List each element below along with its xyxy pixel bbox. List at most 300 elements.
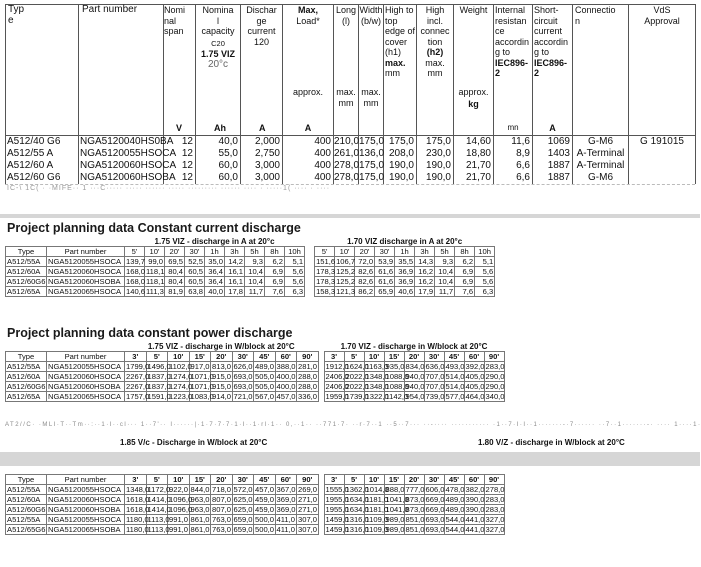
cell-left: 1591,0 bbox=[147, 392, 171, 401]
header-duration: 45' bbox=[254, 352, 276, 362]
header-duration: 5h bbox=[245, 247, 265, 257]
cell-left: 500,0 bbox=[255, 515, 275, 524]
row-part-number: NGA5120065HSOCA bbox=[47, 392, 125, 402]
header-duration: 5' bbox=[125, 247, 145, 257]
header-duration: 8h bbox=[455, 247, 475, 257]
cell-left: 1113,0 bbox=[147, 525, 170, 534]
header-duration: 3' bbox=[125, 352, 147, 362]
spec-part-number: NGA5120060HSOBA bbox=[80, 172, 176, 183]
spec-width: 136,0 bbox=[359, 148, 385, 159]
header-duration: 5' bbox=[344, 475, 364, 485]
spec-max-load: 400 bbox=[283, 160, 334, 172]
cell-right: 392,0 bbox=[465, 362, 485, 371]
header-duration: 30' bbox=[424, 475, 444, 485]
cell-right: 14,3 bbox=[415, 257, 435, 267]
row-type: A512/55A bbox=[6, 362, 47, 372]
table-row bbox=[6, 267, 495, 277]
cell-right: 2022,0 bbox=[345, 382, 369, 391]
cell-left: 288,0 bbox=[298, 382, 318, 391]
spec-length: 210,0 bbox=[334, 136, 360, 147]
cell-left: 457,0 bbox=[255, 485, 275, 494]
cell-left: 1757,0 bbox=[126, 392, 150, 401]
cell-right: 40,6 bbox=[395, 287, 415, 297]
row-type: A512/65G6 bbox=[7, 525, 46, 534]
cell-right: 178,3 bbox=[316, 267, 336, 276]
spec-header-row bbox=[6, 5, 696, 136]
row-part-number: NGA5120055HSOCA bbox=[47, 485, 125, 495]
cell-right: 5,1 bbox=[475, 257, 495, 267]
cell-right: 707,0 bbox=[425, 372, 445, 381]
header-duration: 10' bbox=[168, 475, 190, 485]
col-short-circuit: Short- circuit current accordin g to IEC896-2 A bbox=[533, 5, 573, 136]
header-duration: 15' bbox=[189, 352, 211, 362]
spec-height-top: 175,0 bbox=[384, 136, 417, 149]
header-duration: 45' bbox=[254, 475, 276, 485]
cell-right: 327,0 bbox=[485, 515, 505, 524]
cell-left: 388,0 bbox=[276, 362, 296, 371]
header-duration: 30' bbox=[232, 475, 254, 485]
header-row bbox=[6, 247, 495, 257]
cell-left: 10,4 bbox=[245, 277, 265, 287]
spec-max-load: 400 bbox=[283, 172, 334, 184]
spec-row bbox=[6, 172, 696, 184]
header-duration: 10h bbox=[285, 247, 305, 257]
spec-weight: 18,80 bbox=[454, 148, 494, 160]
cell-right: 1634,0 bbox=[345, 495, 369, 504]
spec-connection: A-Terminal bbox=[573, 160, 629, 172]
col-height-incl: High incl. connec tion (h2) max. mm bbox=[417, 5, 454, 136]
row-part-number: NGA5120065HSOCA bbox=[47, 287, 125, 297]
cell-right: 514,0 bbox=[445, 372, 465, 381]
cell-left: 7,6 bbox=[265, 287, 285, 297]
spec-connection: G-M6 bbox=[573, 172, 629, 184]
row-part-number: NGA5120060HSOCA bbox=[47, 495, 125, 505]
cell-right: 35,5 bbox=[395, 257, 415, 267]
cell-left: 400,0 bbox=[276, 382, 296, 391]
spec-voltage: 12 bbox=[164, 160, 196, 172]
row-part-number: NGA5120065HSOBA bbox=[47, 525, 125, 535]
row-part-number: NGA5120060HSOCA bbox=[47, 267, 125, 277]
cell-right: 405,0 bbox=[465, 372, 485, 381]
table-row bbox=[6, 392, 505, 402]
spec-short-circuit: 1069 bbox=[533, 136, 573, 149]
cell-left: 1113,0 bbox=[147, 515, 170, 524]
cell-right: 6,2 bbox=[455, 257, 475, 267]
spec-weight: 21,70 bbox=[454, 172, 494, 184]
header-duration: 10' bbox=[364, 475, 384, 485]
cell-left: 625,0 bbox=[233, 505, 253, 514]
spec-row bbox=[6, 136, 696, 149]
row-type: A512/60G6 bbox=[7, 382, 46, 391]
cell-left: 168,0 bbox=[126, 277, 146, 286]
cell-right: 1459,0 bbox=[325, 515, 349, 524]
cell-right: 1322,0 bbox=[365, 392, 389, 401]
col-width: Width (b/w) max. mm bbox=[359, 5, 384, 136]
spec-vds: G 191015 bbox=[629, 136, 696, 149]
cell-right: 290,0 bbox=[485, 382, 505, 391]
cell-right: 693,0 bbox=[425, 515, 445, 524]
cell-right: 873,0 bbox=[405, 505, 425, 514]
cell-left: 118,1 bbox=[146, 277, 165, 286]
cell-right: 36,9 bbox=[395, 267, 415, 277]
cell-left: 1618,0 bbox=[126, 495, 150, 504]
cell-left: 1223,0 bbox=[169, 392, 193, 401]
cell-left: 1180,0 bbox=[126, 525, 149, 534]
cell-left: 10,4 bbox=[245, 267, 265, 277]
header-duration: 5' bbox=[146, 352, 168, 362]
spec-width: 175,0 bbox=[359, 136, 385, 147]
cell-left: 1102,0 bbox=[169, 362, 192, 371]
cell-left: 36,4 bbox=[205, 267, 225, 277]
table-row bbox=[6, 287, 495, 297]
cell-right: 514,0 bbox=[445, 382, 465, 391]
spec-width: 175,0 bbox=[359, 172, 385, 183]
cell-left: 168,0 bbox=[126, 267, 146, 276]
header-duration: 45' bbox=[444, 475, 464, 485]
spec-vds bbox=[629, 160, 696, 172]
header-duration: 3' bbox=[125, 475, 147, 485]
cell-right: 2406,0 bbox=[325, 372, 349, 381]
table-row bbox=[6, 362, 505, 372]
spec-vds bbox=[629, 148, 696, 160]
cell-left: 625,0 bbox=[233, 495, 253, 504]
cell-left: 861,0 bbox=[190, 525, 210, 534]
header-duration: 10' bbox=[335, 247, 355, 257]
cell-left: 1618,0 bbox=[126, 505, 150, 514]
cell-left: 861,0 bbox=[190, 515, 210, 524]
separator-band bbox=[0, 214, 700, 218]
cell-right: 669,0 bbox=[425, 495, 445, 504]
spec-vds bbox=[629, 172, 696, 184]
header-duration: 3' bbox=[324, 475, 344, 485]
spec-length: 278,0 bbox=[334, 172, 360, 183]
cell-left: 367,0 bbox=[276, 485, 296, 494]
current-table bbox=[5, 237, 495, 297]
cell-right: 441,0 bbox=[465, 515, 485, 524]
table-row bbox=[6, 382, 505, 392]
cell-left: 763,0 bbox=[212, 515, 232, 524]
cell-right: 777,0 bbox=[405, 485, 425, 494]
cell-right: 86,2 bbox=[355, 287, 375, 297]
cell-right: 125,2 bbox=[336, 267, 356, 276]
row-type: A512/55A bbox=[6, 257, 47, 267]
cell-left: 693,0 bbox=[233, 372, 253, 381]
spec-voltage: 12 bbox=[164, 136, 196, 149]
cell-right: 1041,0 bbox=[385, 505, 409, 514]
cell-left: 9,3 bbox=[245, 257, 265, 267]
spec-discharge-current: 2,000 bbox=[241, 136, 283, 149]
cell-right: 888,0 bbox=[385, 485, 405, 494]
header-duration: 5h bbox=[435, 247, 455, 257]
cell-left: 5,6 bbox=[285, 267, 305, 277]
cell-left: 500,0 bbox=[255, 525, 275, 534]
cell-right: 9,3 bbox=[435, 257, 455, 267]
cell-left: 457,0 bbox=[276, 392, 296, 401]
header-duration: 20' bbox=[165, 247, 185, 257]
cell-left: 80,4 bbox=[165, 267, 185, 277]
cell-left: 1496,0 bbox=[147, 362, 171, 371]
row-type: A512/55A bbox=[6, 485, 47, 495]
cell-right: 834,0 bbox=[405, 362, 425, 371]
spec-height-incl: 190,0 bbox=[417, 160, 454, 172]
cell-right: 17,9 bbox=[415, 287, 435, 297]
cell-right: 10,4 bbox=[435, 277, 455, 287]
caption-row bbox=[6, 342, 505, 352]
cell-left: 1172,0 bbox=[147, 485, 171, 494]
spec-weight: 14,60 bbox=[454, 136, 494, 149]
row-part-number: NGA5120060HSOBA bbox=[47, 277, 125, 287]
cell-right: 283,0 bbox=[485, 495, 505, 504]
cell-left: 1180,0 bbox=[126, 515, 149, 524]
spec-connection: A-Terminal bbox=[573, 148, 629, 160]
cell-left: 659,0 bbox=[233, 525, 253, 534]
power-section-title: Project planning data constant power discharge bbox=[7, 326, 293, 340]
header-duration: 10' bbox=[168, 352, 190, 362]
cell-right: 2022,0 bbox=[345, 372, 369, 381]
cell-left: 14,2 bbox=[225, 257, 245, 267]
row-type: A512/55A bbox=[6, 515, 47, 525]
header-duration: 90' bbox=[297, 352, 319, 362]
cell-right: 1316,0 bbox=[345, 525, 369, 534]
cell-left: 369,0 bbox=[276, 505, 296, 514]
cell-right: 125,2 bbox=[336, 277, 356, 286]
cell-left: 459,0 bbox=[255, 505, 275, 514]
cell-right: 636,0 bbox=[425, 362, 445, 371]
header-type: Type bbox=[6, 475, 47, 485]
cell-right: 1959,0 bbox=[325, 392, 349, 401]
header-duration: 30' bbox=[375, 247, 395, 257]
spec-voltage: 12 bbox=[164, 148, 196, 160]
cell-right: 278,0 bbox=[485, 485, 505, 494]
header-type: Type bbox=[6, 352, 47, 362]
cell-right: 158,3 bbox=[316, 287, 336, 296]
cell-right: 493,0 bbox=[445, 362, 465, 371]
cell-right: 1163,0 bbox=[365, 362, 389, 371]
cell-right: 940,0 bbox=[405, 372, 425, 381]
cell-left: 271,0 bbox=[298, 495, 318, 504]
spec-row bbox=[6, 148, 696, 160]
col-type: Typ e bbox=[6, 5, 79, 136]
cell-left: 1837,0 bbox=[147, 372, 171, 381]
row-type: A512/65A bbox=[6, 392, 47, 402]
cell-right: 36,9 bbox=[395, 277, 415, 287]
cell-right: 390,0 bbox=[465, 495, 485, 504]
cell-right: 1181,0 bbox=[365, 505, 389, 514]
cell-right: 5,6 bbox=[475, 277, 495, 287]
cell-left: 35,0 bbox=[205, 257, 225, 267]
cell-left: 307,0 bbox=[298, 525, 318, 534]
header-part: Part number bbox=[47, 475, 125, 485]
cell-right: 1041,0 bbox=[385, 495, 409, 504]
cell-left: 915,0 bbox=[212, 382, 232, 391]
cell-left: 400,0 bbox=[276, 372, 296, 381]
spec-internal-resistance: 11,6 bbox=[494, 136, 533, 149]
header-duration: 15' bbox=[384, 352, 404, 362]
cell-right: 707,0 bbox=[425, 382, 445, 391]
cell-left: 411,0 bbox=[276, 525, 295, 534]
cell-right: 1014,0 bbox=[365, 485, 389, 494]
header-duration: 3h bbox=[225, 247, 245, 257]
cell-left: 6,2 bbox=[265, 257, 285, 267]
cell-right: 11,7 bbox=[435, 287, 455, 297]
header-part: Part number bbox=[47, 247, 125, 257]
cell-right: 989,0 bbox=[385, 515, 405, 524]
spec-capacity: 60,0 bbox=[196, 172, 241, 184]
cell-right: 851,0 bbox=[405, 525, 425, 534]
cell-right: 106,7 bbox=[336, 257, 356, 266]
col-length: Long (l) max. mm bbox=[334, 5, 359, 136]
cell-right: 606,0 bbox=[425, 485, 445, 494]
cell-left: 914,0 bbox=[212, 392, 232, 401]
cell-right: 1459,0 bbox=[325, 525, 349, 534]
table-row bbox=[6, 515, 505, 525]
cell-right: 1955,0 bbox=[325, 495, 349, 504]
cell-right: 1912,0 bbox=[325, 362, 349, 371]
cell-right: 340,0 bbox=[485, 392, 505, 401]
cell-left: 1414,0 bbox=[147, 505, 171, 514]
cell-left: 40,0 bbox=[205, 287, 225, 297]
cell-left: 6,9 bbox=[265, 277, 285, 287]
cell-right: 5,6 bbox=[475, 267, 495, 277]
cell-left: 307,0 bbox=[298, 515, 318, 524]
cell-left: 139,7 bbox=[126, 257, 146, 266]
col-vds-approval: VdS Approval bbox=[629, 5, 696, 136]
cell-right: 290,0 bbox=[485, 372, 505, 381]
spec-internal-resistance: 6,6 bbox=[494, 172, 533, 184]
cell-left: 1414,0 bbox=[147, 495, 171, 504]
cell-left: 1274,0 bbox=[169, 382, 193, 391]
cell-right: 464,0 bbox=[465, 392, 485, 401]
cell-left: 111,3 bbox=[146, 287, 164, 296]
row-part-number: NGA5120060HSOBA bbox=[47, 505, 125, 515]
col-connection: Connectio n bbox=[573, 5, 629, 136]
power-table bbox=[5, 342, 505, 402]
spec-weight: 21,70 bbox=[454, 160, 494, 172]
cell-right: 382,0 bbox=[465, 485, 485, 494]
cell-left: 459,0 bbox=[255, 495, 275, 504]
spec-type: A512/60 A bbox=[6, 160, 79, 172]
cell-right: 283,0 bbox=[485, 505, 505, 514]
caption-left: 1.75 VIZ - discharge in W/block at 20°C bbox=[147, 342, 295, 351]
cell-right: 1348,0 bbox=[365, 382, 389, 391]
cell-right: 544,0 bbox=[445, 515, 465, 524]
cell-right: 1955,0 bbox=[325, 505, 349, 514]
cell-left: 1799,0 bbox=[126, 362, 150, 371]
cell-right: 82,6 bbox=[355, 267, 375, 277]
cell-left: 915,0 bbox=[212, 372, 232, 381]
cell-left: 844,0 bbox=[190, 485, 210, 494]
cell-left: 99,0 bbox=[145, 257, 165, 267]
cell-left: 2267,0 bbox=[126, 372, 150, 381]
caption-right: 1.70 VIZ discharge in A at 20°c bbox=[347, 237, 463, 246]
cell-right: 72,0 bbox=[355, 257, 375, 267]
header-duration: 30' bbox=[185, 247, 205, 257]
col-part-number: Part number bbox=[79, 5, 164, 136]
row-part-number: NGA5120060HSOBA bbox=[47, 382, 125, 392]
cell-left: 991,0 bbox=[169, 525, 189, 534]
cell-left: 963,0 bbox=[190, 495, 210, 504]
cell-right: 851,0 bbox=[405, 515, 425, 524]
table-row bbox=[6, 277, 495, 287]
row-type: A512/65A bbox=[6, 287, 47, 297]
cell-left: 659,0 bbox=[233, 515, 253, 524]
cell-right: 53,9 bbox=[375, 257, 395, 267]
cell-right: 10,4 bbox=[435, 267, 455, 277]
cell-left: 1837,0 bbox=[147, 382, 171, 391]
spec-capacity: 40,0 bbox=[196, 136, 241, 149]
cell-right: 82,6 bbox=[355, 277, 375, 287]
header-duration: 15' bbox=[189, 475, 211, 485]
cell-left: 369,0 bbox=[276, 495, 296, 504]
cell-right: 6,9 bbox=[455, 277, 475, 287]
cropped-row: IC-\ 1C( · ·MIFE·· 1 ···C····· ····· ······ ····· ········· ······ ···· · ·····1( ···· · ···· bbox=[5, 184, 695, 193]
cell-left: 807,0 bbox=[212, 505, 232, 514]
caption-row bbox=[6, 237, 495, 247]
spec-height-incl: 175,0 bbox=[417, 136, 454, 149]
cell-left: 5,1 bbox=[285, 257, 305, 267]
spec-height-top: 190,0 bbox=[384, 172, 417, 184]
spec-height-top: 208,0 bbox=[384, 148, 417, 160]
cell-left: 505,0 bbox=[255, 372, 275, 381]
table-row bbox=[6, 495, 505, 505]
spec-row bbox=[6, 160, 696, 172]
header-duration: 10h bbox=[475, 247, 495, 257]
col-nominal-voltage: Nomi nal span V bbox=[164, 5, 196, 136]
row-part-number: NGA5120055HSOCA bbox=[47, 515, 125, 525]
header-duration: 20' bbox=[211, 475, 233, 485]
cell-right: 1555,0 bbox=[325, 485, 349, 494]
table-row bbox=[6, 485, 505, 495]
spec-part-number: NGA5120060HSOCA bbox=[80, 160, 177, 171]
caption-left: 1.75 VIZ - discharge in A at 20°c bbox=[154, 237, 275, 246]
cell-right: 1109,0 bbox=[365, 525, 389, 534]
col-weight: Weight approx. kg bbox=[454, 5, 494, 136]
cell-left: 411,0 bbox=[276, 515, 295, 524]
cell-right: 1181,0 bbox=[365, 495, 389, 504]
cell-right: 441,0 bbox=[465, 525, 485, 534]
cell-left: 11,7 bbox=[245, 287, 265, 297]
cell-right: 16,2 bbox=[415, 267, 435, 277]
header-duration: 3h bbox=[415, 247, 435, 257]
header-duration: 60' bbox=[275, 475, 297, 485]
cell-right: 989,0 bbox=[385, 525, 405, 534]
power-footer-left: 1.85 V/c - Discharge in W/block at 20°C bbox=[120, 438, 268, 447]
cell-right: 1362,0 bbox=[345, 485, 369, 494]
cell-left: 763,0 bbox=[212, 525, 232, 534]
cell-right: 16,2 bbox=[415, 277, 435, 287]
cell-left: 336,0 bbox=[298, 392, 318, 401]
header-duration: 5' bbox=[146, 475, 168, 485]
cell-right: 954,0 bbox=[405, 392, 425, 401]
row-part-number: NGA5120060HSOCA bbox=[47, 372, 125, 382]
spec-short-circuit: 1887 bbox=[533, 160, 573, 172]
cell-right: 1142,0 bbox=[385, 392, 409, 401]
cell-left: 36,4 bbox=[205, 277, 225, 287]
power-table-lower bbox=[5, 474, 505, 535]
spec-length: 278,0 bbox=[334, 160, 360, 171]
cell-right: 327,0 bbox=[485, 525, 505, 534]
battery-spec-table bbox=[5, 4, 695, 193]
header-duration: 3' bbox=[324, 352, 344, 362]
cell-left: 2267,0 bbox=[126, 382, 150, 391]
cell-left: 693,0 bbox=[233, 382, 253, 391]
cell-left: 917,0 bbox=[190, 362, 210, 371]
cell-left: 52,5 bbox=[185, 257, 205, 267]
cell-right: 693,0 bbox=[425, 525, 445, 534]
cell-right: 405,0 bbox=[465, 382, 485, 391]
cell-right: 61,6 bbox=[375, 277, 395, 287]
power-footer-right: 1.80 V/Z - discharge in W/block at 20°C bbox=[478, 438, 625, 447]
